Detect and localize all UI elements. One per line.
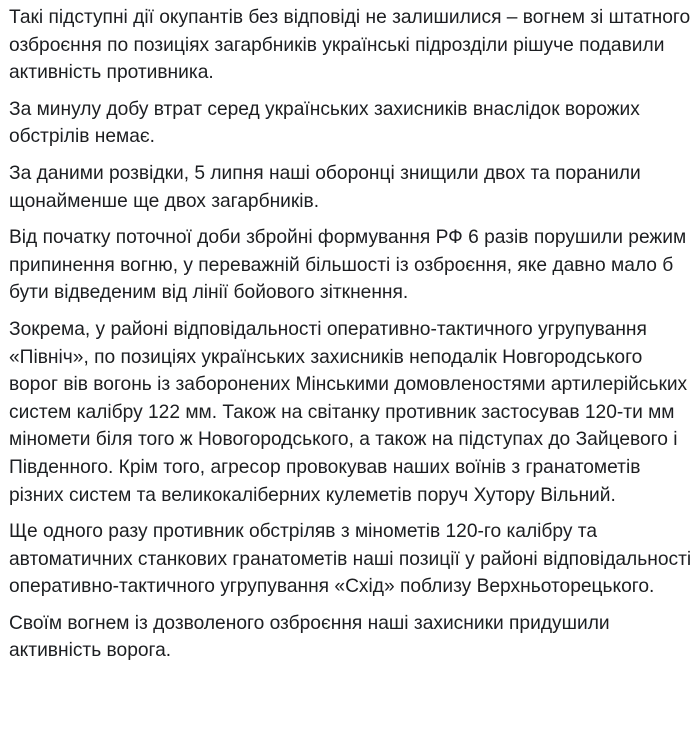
- paragraph-suppressed: Своїм вогнем із дозволеного озброєння наші захисники придушили активність ворога.: [9, 612, 610, 662]
- article-body: [9, 0, 693, 674]
- paragraph-east-sector: Ще одного разу противник обстріляв з мінометів 120-го калібру та автоматичних станкових гранатометів наші позиції у районі відповідальності оперативно-тактичного угрупування «Схід» поблизу Верхньоторецького.: [9, 521, 692, 598]
- paragraph-ceasefire-violations: Від початку поточної доби збройні формування РФ 6 разів порушили режим припинення вогню, у переважній більшості із озброєння, яке давно мало б бути відведеним від лінії бойового зіткнення.: [9, 227, 687, 304]
- paragraph-north-sector: Зокрема, у районі відповідальності оперативно-тактичного угрупування «Північ», по позиціях українських захисників неподалік Новгородського ворог вів вогонь із заборонених Мінськими домовленостями артилерійських систем калібру 122 мм. Також на світанку противник застосував 120-ти мм міномети біля того ж Новогородського, а також на підступах до Зайцевого і Південного. Крім того, агресор провокував наших воїнів з гранатометів різних систем та великокаліберних кулеметів поруч Хутору Вільний.: [9, 318, 688, 506]
- paragraph-intelligence: За даними розвідки, 5 липня наші оборонці знищили двох та поранили щонайменше ще двох загарбників.: [9, 162, 641, 212]
- paragraph-no-losses: За минулу добу втрат серед українських захисників внаслідок ворожих обстрілів немає.: [9, 98, 640, 148]
- paragraph-return-fire: Такі підступні дії окупантів без відповіді не залишилися – вогнем зі штатного озброєння по позиціях загарбників українські підрозділи рішуче подавили активність противника.: [9, 7, 691, 84]
